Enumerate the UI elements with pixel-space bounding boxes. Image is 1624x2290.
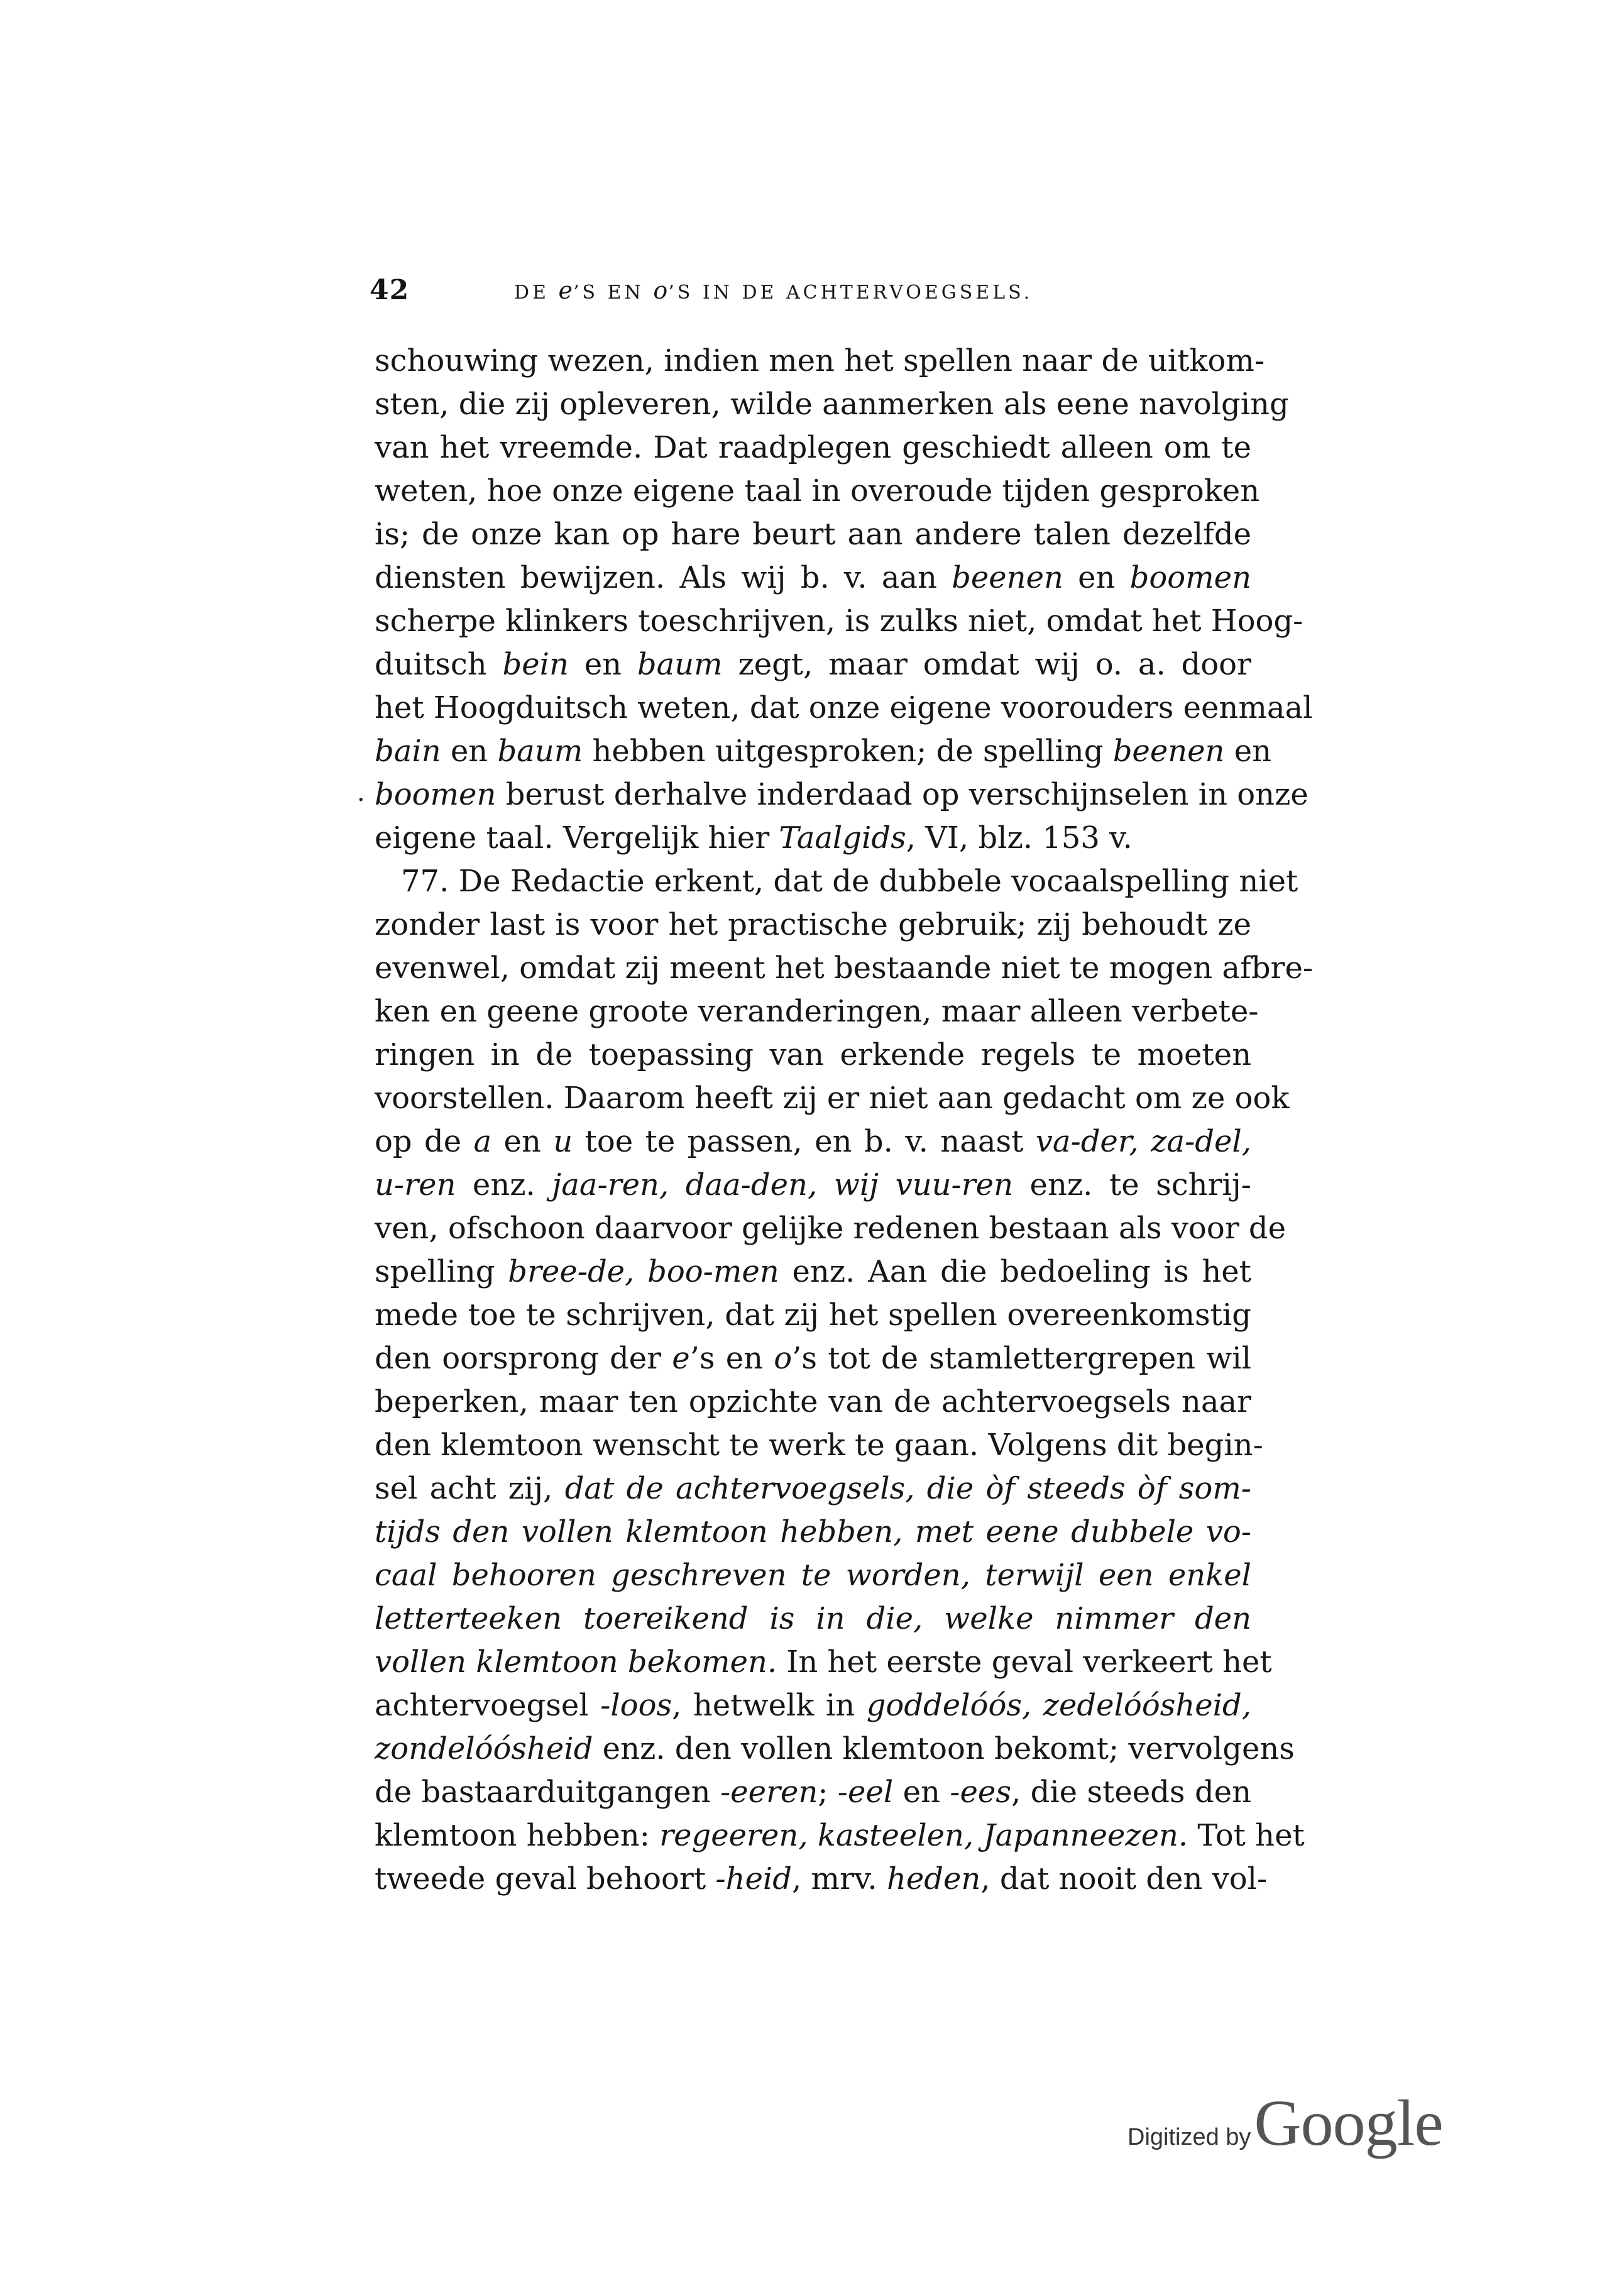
text-run: ;	[818, 1775, 838, 1810]
text-line	[375, 947, 1314, 990]
text-line	[375, 1337, 1251, 1380]
italic-run: baum	[637, 647, 723, 682]
text-run: den oorsprong der	[375, 1341, 672, 1376]
text-run: diensten bewijzen. Als wij b. v. aan	[375, 560, 952, 595]
text-run: evenwel, omdat zij meent het bestaande niet te mogen afbre-	[375, 950, 1314, 986]
running-title: DE e’S EN o’S IN DE ACHTERVOEGSELS.	[514, 277, 1033, 304]
text-line	[375, 1771, 1251, 1814]
text-run: schouwing wezen, indien men het spellen naar de uitkom-	[375, 343, 1265, 378]
text-run: het Hoogduitsch weten, dat onze eigene voorouders eenmaal	[375, 690, 1313, 725]
text-run: enz. Aan die bedoeling is het	[779, 1254, 1252, 1289]
italic-run: vollen klemtoon bekomen.	[375, 1644, 777, 1680]
text-line	[375, 1077, 1290, 1120]
italic-run: regeeren, kasteelen, Japanneezen.	[659, 1818, 1188, 1853]
text-run: sten, die zij opleveren, wilde aanmerken als eene navolging	[375, 387, 1289, 422]
text-run: ken en geene groote veranderingen, maar alleen verbete-	[375, 994, 1259, 1029]
italic-run: boomen	[375, 777, 497, 812]
text-run: , dat nooit den vol-	[980, 1861, 1268, 1896]
text-line	[375, 1294, 1251, 1337]
italic-run: heden	[886, 1861, 981, 1896]
italic-run: jaa-ren, daa-den, wij vuu-ren	[552, 1167, 1014, 1203]
text-line	[375, 1684, 1251, 1727]
text-run: toe te passen, en b. v. naast	[573, 1124, 1036, 1159]
text-run: zegt, maar omdat wij o. a. door	[722, 647, 1251, 682]
italic-run: -loos	[600, 1688, 672, 1723]
text-run: en	[893, 1775, 950, 1810]
italic-run: letterteeken toereikend is in die, welke nimmer den	[375, 1601, 1251, 1636]
text-line	[375, 686, 1313, 730]
italic-run: -heid	[715, 1861, 793, 1896]
italic-run: bein	[502, 647, 569, 682]
text-run: en	[491, 1124, 554, 1159]
text-run: sel acht zij,	[375, 1471, 565, 1506]
text-run: is; de onze kan op hare beurt aan andere talen dezelfde	[375, 517, 1251, 552]
text-run: mede toe te schrijven, dat zij het spellen overeenkomstig	[375, 1297, 1251, 1333]
text-run: en	[441, 734, 498, 769]
text-line	[375, 600, 1303, 643]
italic-run: baum	[497, 734, 583, 769]
text-line	[375, 730, 1272, 773]
body-text	[375, 339, 1314, 1901]
text-line	[375, 1250, 1251, 1294]
text-run: , VI, blz. 153 v.	[906, 820, 1133, 856]
text-line	[375, 860, 1298, 903]
text-line	[375, 1467, 1251, 1511]
text-line	[375, 1207, 1287, 1250]
text-run: Tot het	[1188, 1818, 1305, 1853]
text-run: In het eerste geval verkeert het	[777, 1644, 1272, 1680]
text-line	[375, 1380, 1251, 1424]
italic-run: Taalgids	[779, 820, 906, 856]
text-line	[375, 426, 1251, 470]
italic-run: va-der, za-del,	[1035, 1124, 1252, 1159]
digitized-by-google	[1127, 2086, 1479, 2161]
text-line	[375, 1511, 1251, 1554]
text-run: , hetwelk in	[672, 1688, 867, 1723]
text-line	[375, 817, 1251, 860]
page-header	[370, 272, 1262, 309]
text-line	[375, 1424, 1263, 1467]
italic-run: goddelóós, zedelóósheid,	[866, 1688, 1251, 1723]
text-run: en	[568, 647, 637, 682]
italic-run: caal behooren geschreven te worden, terwijl een enkel	[375, 1558, 1251, 1593]
text-run: den klemtoon wenscht te werk te gaan. Volgens dit begin-	[375, 1428, 1263, 1463]
page-number: 42	[370, 274, 410, 306]
digitized-by-label: Digitized by	[1127, 2124, 1251, 2150]
italic-run: -ees	[950, 1775, 1011, 1810]
text-line	[375, 1164, 1251, 1207]
text-run: , mrv.	[792, 1861, 887, 1896]
italic-run: zondelóósheid	[375, 1731, 593, 1766]
italic-run: -eel	[837, 1775, 894, 1810]
text-line	[375, 1858, 1268, 1901]
text-line	[375, 470, 1260, 513]
text-line	[375, 643, 1251, 686]
text-line	[375, 383, 1289, 426]
text-run: enz.	[456, 1167, 552, 1203]
text-run: zonder last is voor het practische gebruik; zij behoudt ze	[375, 907, 1251, 942]
margin-mark: ·	[357, 786, 365, 815]
text-run: achtervoegsel	[375, 1688, 601, 1723]
google-logo: Google	[1254, 2087, 1443, 2159]
text-run: duitsch	[375, 647, 503, 682]
text-run: weten, hoe onze eigene taal in overoude tijden gesproken	[375, 473, 1260, 509]
italic-run: u-ren	[375, 1167, 456, 1203]
italic-run: e	[672, 1341, 690, 1376]
text-line	[375, 1814, 1305, 1858]
text-run: ven, ofschoon daarvoor gelijke redenen bestaan als voor de	[375, 1211, 1287, 1246]
text-line	[375, 1641, 1272, 1684]
text-run: eigene taal. Vergelijk hier	[375, 820, 779, 856]
text-run: berust derhalve inderdaad op verschijnselen in onze	[496, 777, 1309, 812]
text-run: enz. den vollen klemtoon bekomt; vervolgens	[593, 1731, 1295, 1766]
text-line	[375, 1120, 1251, 1164]
italic-run: beenen	[1112, 734, 1225, 769]
text-line	[375, 990, 1259, 1033]
italic-run: u	[553, 1124, 573, 1159]
italic-run: -eeren	[720, 1775, 818, 1810]
text-run: ringen in de toepassing van erkende regels te moeten	[375, 1037, 1251, 1072]
text-line	[375, 1727, 1295, 1771]
text-line	[375, 513, 1251, 556]
italic-run: bain	[375, 734, 441, 769]
text-run: van het vreemde. Dat raadplegen geschiedt alleen om te	[375, 430, 1251, 465]
italic-run: bree-de, boo-men	[508, 1254, 779, 1289]
text-run: scherpe klinkers toeschrijven, is zulks niet, omdat het Hoog-	[375, 603, 1303, 639]
text-run: en	[1063, 560, 1130, 595]
text-run: spelling	[375, 1254, 508, 1289]
text-line	[375, 1554, 1251, 1597]
text-run: enz. te schrij-	[1013, 1167, 1251, 1203]
italic-run: o	[774, 1341, 793, 1376]
text-run: op de	[375, 1124, 474, 1159]
text-run: hebben uitgesproken; de spelling	[583, 734, 1113, 769]
text-run: de bastaarduitgangen	[375, 1775, 720, 1810]
text-run: tweede geval behoort	[375, 1861, 716, 1896]
text-run: klemtoon hebben:	[375, 1818, 660, 1853]
text-run: , die steeds den	[1011, 1775, 1251, 1810]
text-line	[375, 1033, 1251, 1077]
text-line	[375, 1597, 1251, 1641]
text-line	[375, 773, 1309, 817]
text-run: beperken, maar ten opzichte van de achtervoegsels naar	[375, 1384, 1251, 1419]
text-line	[375, 339, 1265, 383]
text-run: en	[1224, 734, 1272, 769]
text-run: ’s tot de stamlettergrepen wil	[792, 1341, 1252, 1376]
italic-run: a	[473, 1124, 492, 1159]
italic-run: tijds den vollen klemtoon hebben, met eene dubbele vo-	[375, 1514, 1251, 1550]
italic-run: boomen	[1129, 560, 1251, 595]
text-run: voorstellen. Daarom heeft zij er niet aan gedacht om ze ook	[375, 1081, 1290, 1116]
text-line	[375, 903, 1251, 947]
text-run: ’s en	[689, 1341, 774, 1376]
text-run: 77. De Redactie erkent, dat de dubbele vocaalspelling niet	[401, 864, 1298, 899]
italic-run: dat de achtervoegsels, die òf steeds òf som-	[564, 1471, 1251, 1506]
italic-run: beenen	[952, 560, 1063, 595]
text-line	[375, 556, 1251, 600]
